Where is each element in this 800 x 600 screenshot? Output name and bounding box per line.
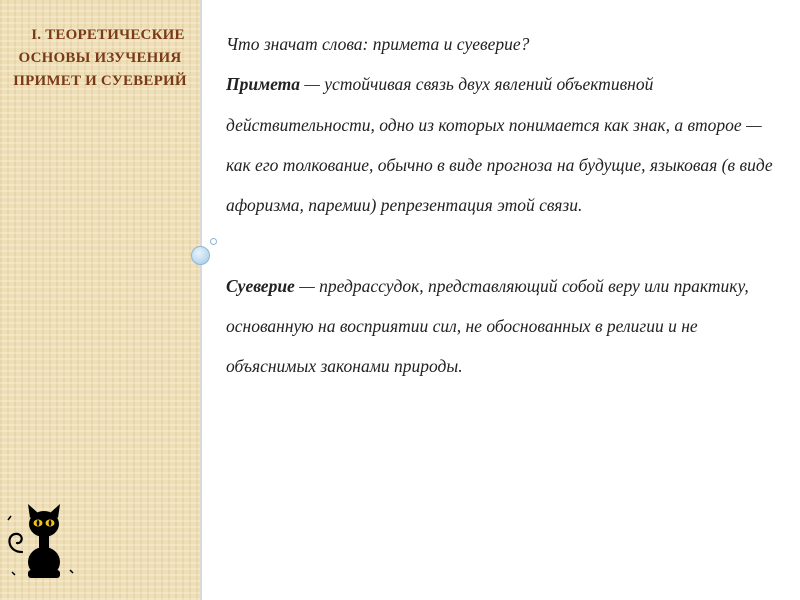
section-title-line-1: I. ТЕОРЕТИЧЕСКИЕ <box>31 27 185 43</box>
definition-omen-text: — устойчивая связь двух явлений объективной действительности, одно из которых понимается как знак, а второе — как его толкование, обычно в виде прогноза на будущие, языковая (в виде афоризма, паремии) репрезентация этой связи. <box>226 74 773 216</box>
sidebar-divider <box>200 0 202 600</box>
term-omen: Примета <box>226 74 300 95</box>
section-title-line-3: ПРИМЕТ И СУЕВЕРИЙ <box>13 73 187 89</box>
definition-omen <box>226 64 786 225</box>
bullet-ring-icon <box>210 238 217 245</box>
section-title-line-2: ОСНОВЫ ИЗУЧЕНИЯ <box>18 50 182 66</box>
definition-superstition <box>226 266 786 387</box>
term-superstition: Суеверие <box>226 275 295 296</box>
black-cat-icon <box>4 496 76 580</box>
definition-superstition-text: — предрассудок, представляющий собой веру или практику, основанную на восприятии сил, не обоснованных в религии и не объяснимых законами природы. <box>226 275 749 377</box>
content-body <box>226 24 786 387</box>
sidebar-panel <box>0 0 200 600</box>
question-text: Что значат слова: примета и суеверие? <box>226 34 530 54</box>
paragraph-gap <box>226 225 786 265</box>
section-title <box>0 24 200 93</box>
bullet-dot-icon <box>191 246 210 265</box>
